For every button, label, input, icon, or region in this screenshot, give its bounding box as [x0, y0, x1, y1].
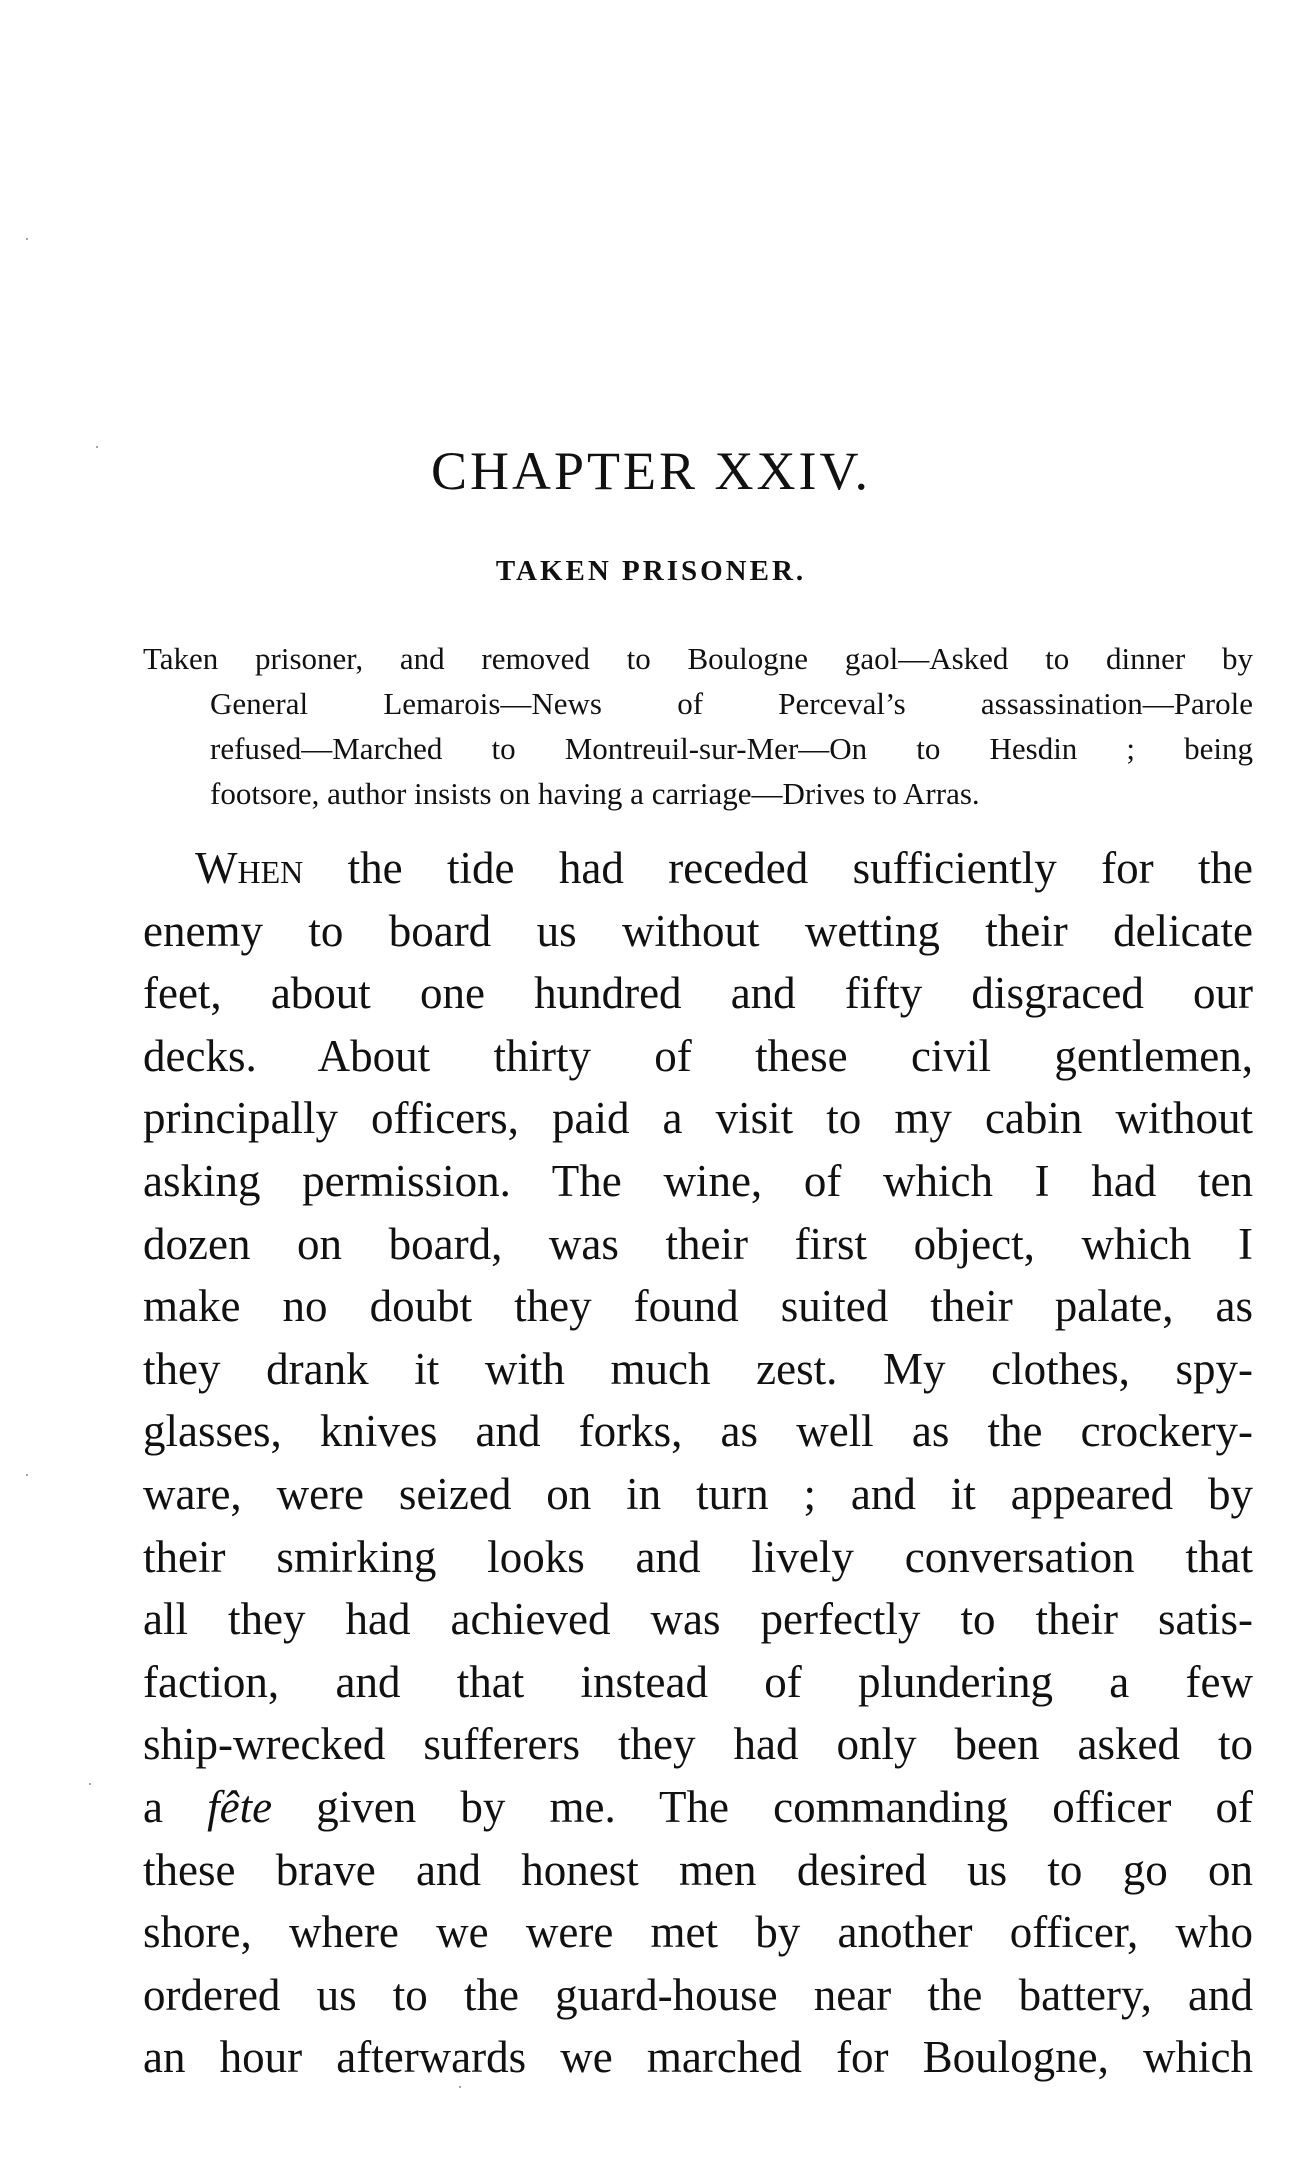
synopsis-line: footsore, author insists on having a carriage—Drives to Arras. — [210, 776, 980, 811]
body-line: an hour afterwards we marched for Boulogne, which — [143, 2032, 1253, 2083]
body-line: glasses, knives and forks, as well as the crockery- — [143, 1406, 1253, 1457]
body-line: these brave and honest men desired us to go on — [143, 1844, 1253, 1895]
body-line — [143, 1776, 1253, 1839]
body-line: shore, where we were met by another officer, who — [143, 1907, 1253, 1958]
synopsis-line: refused—Marched to Montreuil-sur-Mer—On to Hesdin ; being — [210, 731, 1253, 766]
body-line: they drank it with much zest. My clothes, spy- — [143, 1343, 1253, 1394]
body-line: decks. About thirty of these civil gentlemen, — [143, 1030, 1253, 1081]
body-line: principally officers, paid a visit to my cabin without — [143, 1093, 1253, 1144]
body-line: faction, and that instead of plundering a few — [143, 1656, 1253, 1707]
paper-speck — [459, 2086, 461, 2088]
synopsis-line: General Lemarois—News of Perceval’s assassination—Parole — [210, 686, 1253, 721]
chapter-title: CHAPTER XXIV. — [430, 441, 872, 501]
body-line: make no doubt they found suited their palate, as — [143, 1281, 1253, 1332]
paper-speck — [26, 1474, 28, 1476]
first-line-rest: the tide had receded sufficiently for the — [303, 843, 1253, 893]
body-line: ordered us to the guard-house near the battery, and — [143, 1969, 1253, 2020]
drop-word: When — [195, 843, 304, 893]
fete-italic: fête — [207, 1781, 273, 1832]
body-line: asking permission. The wine, of which I had ten — [143, 1155, 1253, 1206]
synopsis-line: Taken prisoner, and removed to Boulogne gaol—Asked to dinner by — [143, 641, 1253, 676]
body-line: feet, about one hundred and fifty disgraced our — [143, 968, 1253, 1019]
fete-after: given by me. The commanding officer of — [272, 1781, 1253, 1832]
body-line: ship-wrecked sufferers they had only been asked to — [143, 1719, 1253, 1770]
chapter-subtitle: TAKEN PRISONER. — [495, 555, 807, 587]
body-line — [195, 837, 1253, 900]
chapter-synopsis — [143, 636, 1253, 816]
body-line: dozen on board, was their first object, which I — [143, 1218, 1253, 1269]
body-line: their smirking looks and lively conversation that — [143, 1531, 1253, 1582]
body-line: ware, were seized on in turn ; and it appeared by — [143, 1468, 1253, 1519]
paper-speck — [89, 1783, 91, 1785]
body-line: all they had achieved was perfectly to their satis- — [143, 1594, 1253, 1645]
fete-before: a — [143, 1781, 208, 1832]
paper-speck — [96, 446, 98, 448]
body-line: enemy to board us without wetting their delicate — [143, 905, 1253, 956]
paper-speck — [26, 238, 28, 240]
body-text — [143, 837, 1253, 2089]
